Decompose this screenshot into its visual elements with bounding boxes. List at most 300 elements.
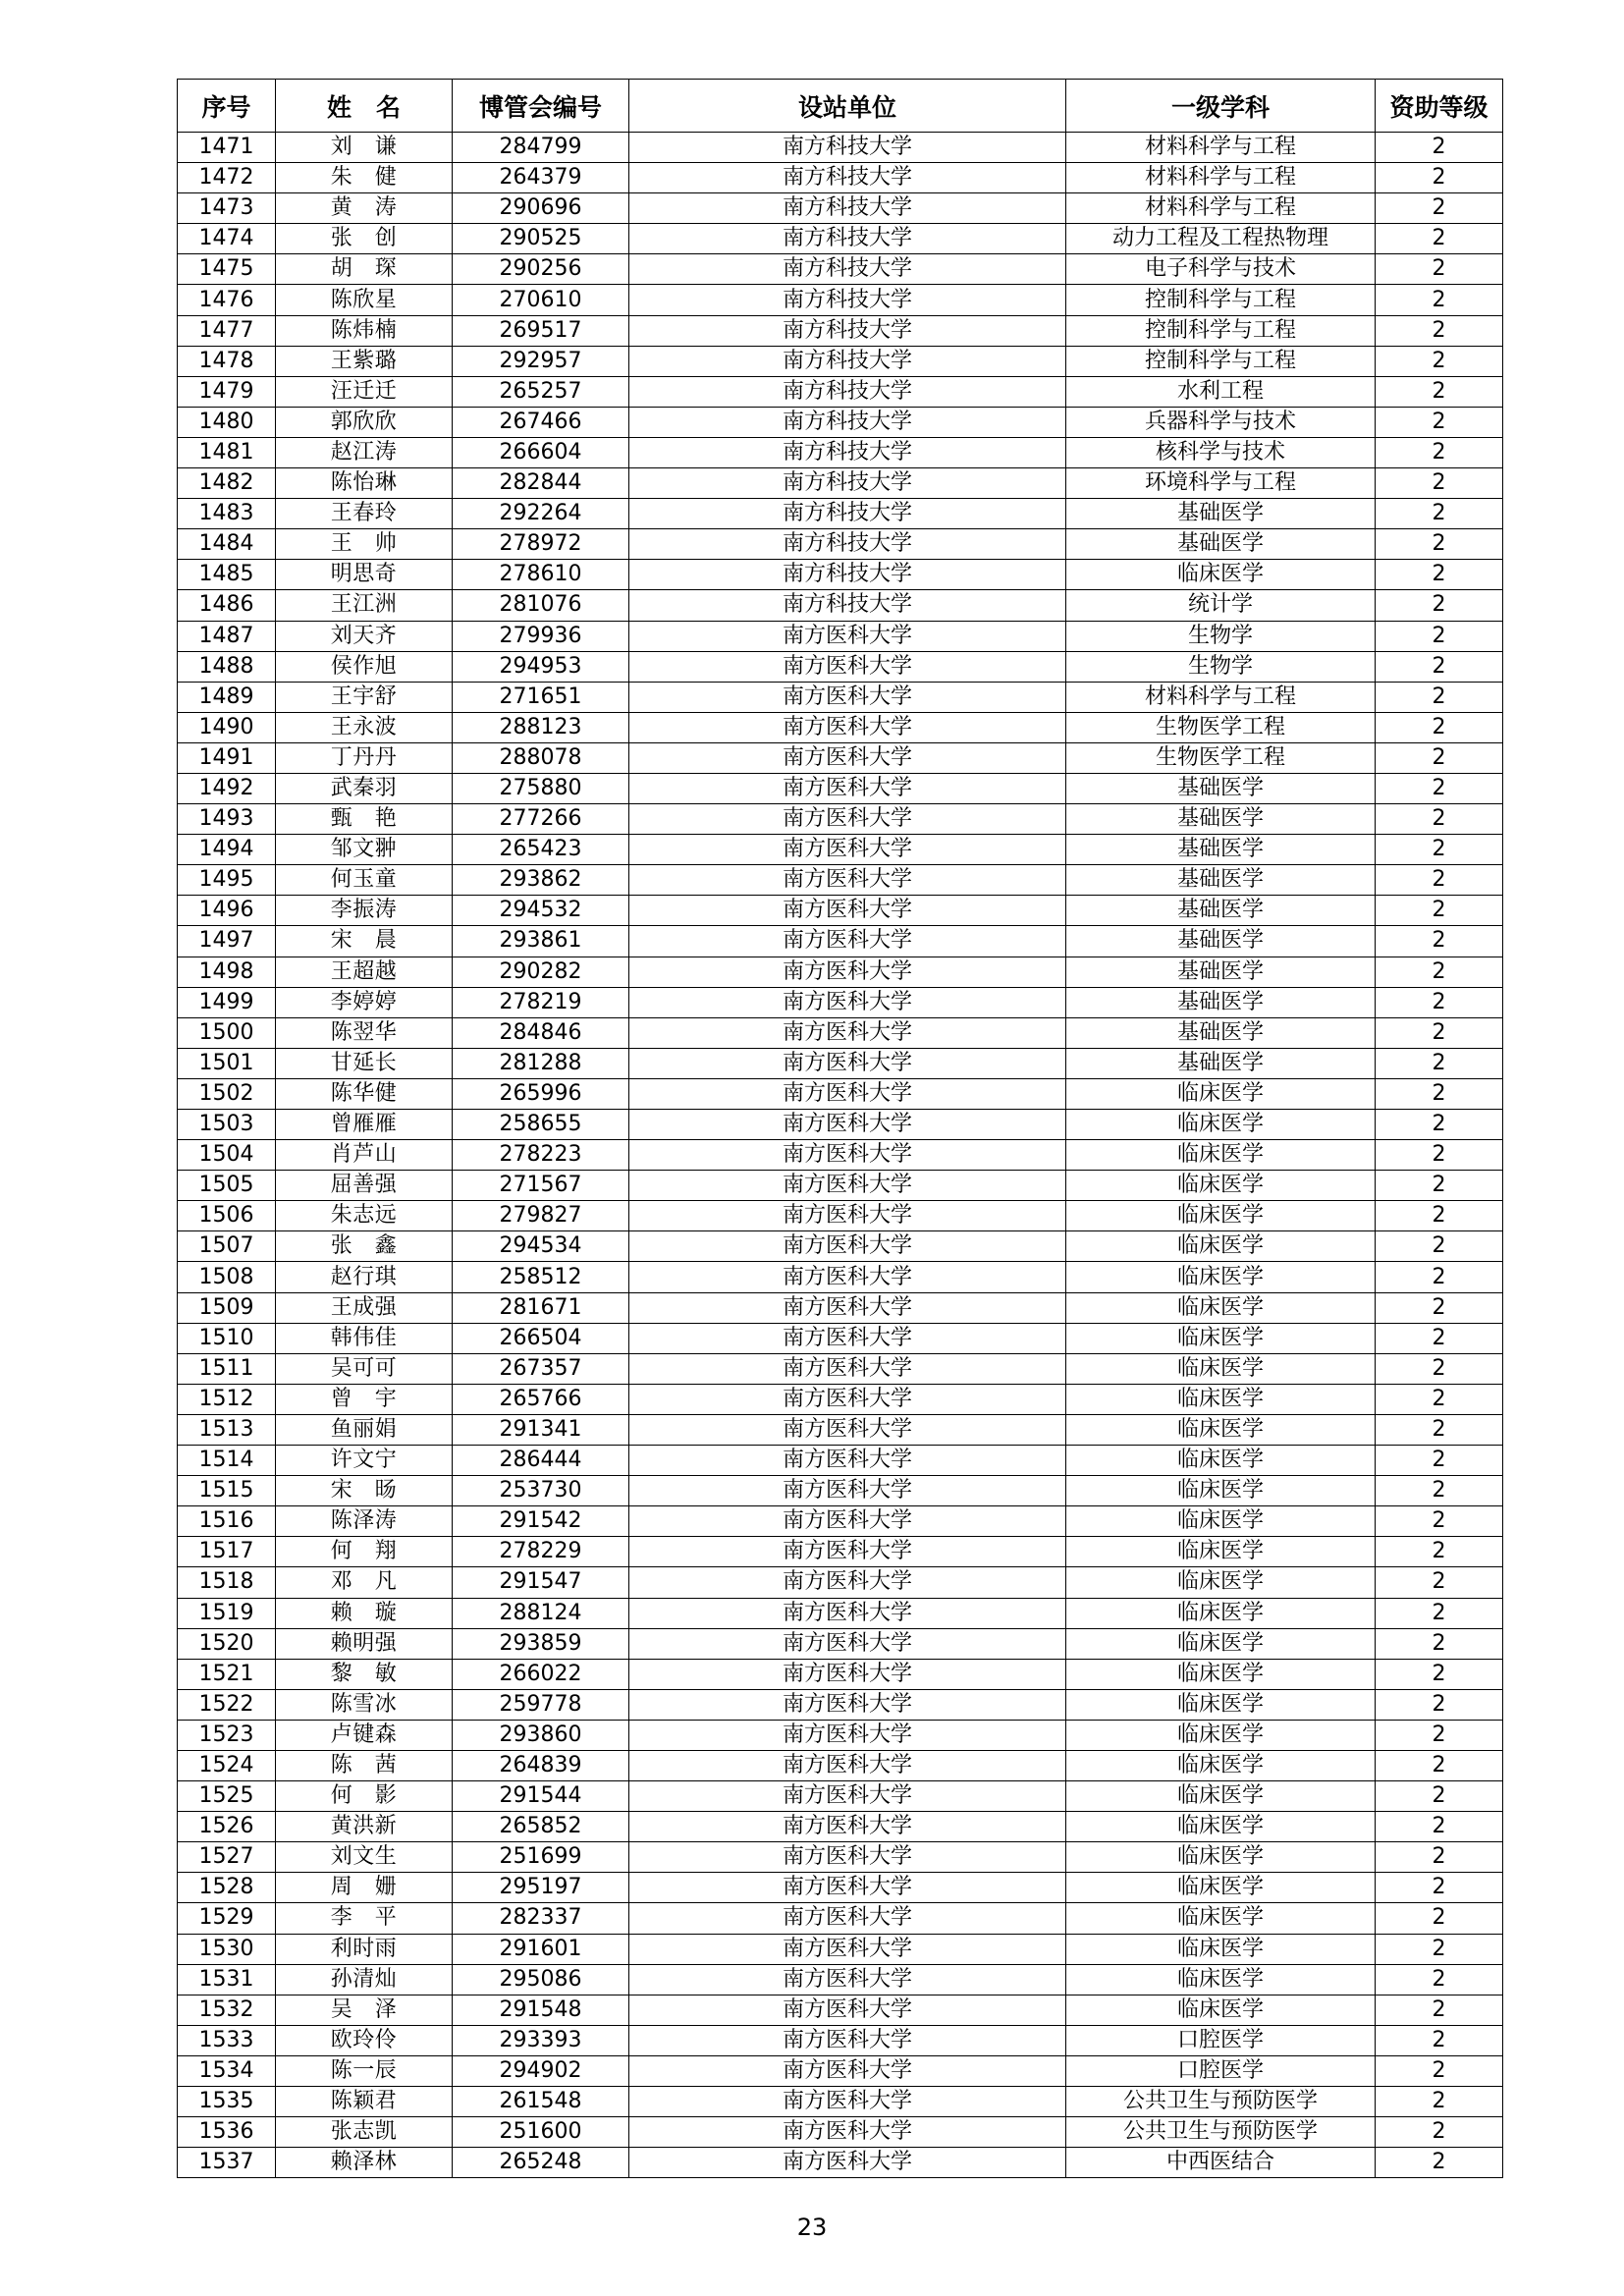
serial-number-cell: 1537	[178, 2148, 276, 2178]
funding-level-cell: 2	[1376, 804, 1503, 835]
funding-level-cell: 2	[1376, 2025, 1503, 2055]
table-row	[178, 926, 1503, 957]
table-row	[178, 1934, 1503, 1964]
header-name: 姓 名	[276, 80, 453, 133]
discipline-cell: 临床医学	[1066, 1598, 1376, 1628]
station-unit-cell: 南方医科大学	[629, 1384, 1066, 1414]
table-row	[178, 804, 1503, 835]
funding-level-cell: 2	[1376, 1262, 1503, 1292]
discipline-cell: 水利工程	[1066, 376, 1376, 407]
serial-number-cell: 1486	[178, 590, 276, 621]
postdoc-id-cell: 278229	[453, 1537, 629, 1567]
postdoc-id-cell: 275880	[453, 773, 629, 803]
discipline-cell: 临床医学	[1066, 560, 1376, 590]
discipline-cell: 临床医学	[1066, 1842, 1376, 1873]
postdoc-id-cell: 265423	[453, 835, 629, 865]
name-cell: 欧玲伶	[276, 2025, 453, 2055]
name-cell: 李 平	[276, 1903, 453, 1934]
station-unit-cell: 南方医科大学	[629, 1567, 1066, 1598]
discipline-cell: 动力工程及工程热物理	[1066, 224, 1376, 254]
serial-number-cell: 1533	[178, 2025, 276, 2055]
serial-number-cell: 1496	[178, 896, 276, 926]
name-cell: 何 翔	[276, 1537, 453, 1567]
postdoc-id-cell: 288123	[453, 712, 629, 742]
serial-number-cell: 1535	[178, 2087, 276, 2117]
station-unit-cell: 南方医科大学	[629, 1017, 1066, 1048]
postdoc-id-cell: 258512	[453, 1262, 629, 1292]
funding-level-cell: 2	[1376, 1964, 1503, 1995]
postdoc-id-cell: 282337	[453, 1903, 629, 1934]
discipline-cell: 临床医学	[1066, 1689, 1376, 1720]
page-number: 23	[796, 2214, 828, 2241]
name-cell: 邹文翀	[276, 835, 453, 865]
discipline-cell: 材料科学与工程	[1066, 193, 1376, 224]
postdoc-id-cell: 292264	[453, 499, 629, 529]
name-cell: 何玉童	[276, 865, 453, 896]
station-unit-cell: 南方医科大学	[629, 1506, 1066, 1537]
postdoc-id-cell: 271567	[453, 1171, 629, 1201]
discipline-cell: 临床医学	[1066, 1537, 1376, 1567]
table-row	[178, 1659, 1503, 1689]
discipline-cell: 临床医学	[1066, 1414, 1376, 1445]
funding-level-cell: 2	[1376, 1414, 1503, 1445]
serial-number-cell: 1525	[178, 1781, 276, 1812]
name-cell: 吴 泽	[276, 1995, 453, 2025]
discipline-cell: 临床医学	[1066, 1781, 1376, 1812]
postdoc-id-cell: 265248	[453, 2148, 629, 2178]
table-row	[178, 1812, 1503, 1842]
station-unit-cell: 南方医科大学	[629, 1231, 1066, 1262]
serial-number-cell: 1519	[178, 1598, 276, 1628]
serial-number-cell: 1500	[178, 1017, 276, 1048]
table-row	[178, 529, 1503, 560]
name-cell: 甄 艳	[276, 804, 453, 835]
header-station-unit: 设站单位	[629, 80, 1066, 133]
station-unit-cell: 南方科技大学	[629, 163, 1066, 193]
table-row	[178, 1873, 1503, 1903]
funding-level-cell: 2	[1376, 957, 1503, 987]
serial-number-cell: 1477	[178, 315, 276, 346]
funding-level-cell: 2	[1376, 1537, 1503, 1567]
discipline-cell: 材料科学与工程	[1066, 682, 1376, 712]
name-cell: 何 影	[276, 1781, 453, 1812]
postdoc-id-cell: 284846	[453, 1017, 629, 1048]
discipline-cell: 基础医学	[1066, 987, 1376, 1017]
funding-level-cell: 2	[1376, 1903, 1503, 1934]
table-row	[178, 346, 1503, 376]
funding-list-table	[177, 79, 1503, 2178]
table-row	[178, 285, 1503, 315]
station-unit-cell: 南方医科大学	[629, 1292, 1066, 1323]
name-cell: 吴可可	[276, 1353, 453, 1384]
postdoc-id-cell: 269517	[453, 315, 629, 346]
table-row	[178, 835, 1503, 865]
postdoc-id-cell: 284799	[453, 133, 629, 163]
discipline-cell: 中西医结合	[1066, 2148, 1376, 2178]
postdoc-id-cell: 266022	[453, 1659, 629, 1689]
funding-level-cell: 2	[1376, 1201, 1503, 1231]
postdoc-id-cell: 292957	[453, 346, 629, 376]
funding-level-cell: 2	[1376, 193, 1503, 224]
station-unit-cell: 南方医科大学	[629, 1353, 1066, 1384]
discipline-cell: 口腔医学	[1066, 2025, 1376, 2055]
table-row	[178, 1414, 1503, 1445]
serial-number-cell: 1502	[178, 1078, 276, 1109]
discipline-cell: 基础医学	[1066, 896, 1376, 926]
serial-number-cell: 1514	[178, 1446, 276, 1476]
postdoc-id-cell: 295197	[453, 1873, 629, 1903]
station-unit-cell: 南方医科大学	[629, 1446, 1066, 1476]
discipline-cell: 生物医学工程	[1066, 742, 1376, 773]
discipline-cell: 临床医学	[1066, 1720, 1376, 1750]
serial-number-cell: 1497	[178, 926, 276, 957]
discipline-cell: 生物学	[1066, 621, 1376, 651]
postdoc-id-cell: 288124	[453, 1598, 629, 1628]
serial-number-cell: 1492	[178, 773, 276, 803]
serial-number-cell: 1532	[178, 1995, 276, 2025]
name-cell: 刘文生	[276, 1842, 453, 1873]
serial-number-cell: 1531	[178, 1964, 276, 1995]
station-unit-cell: 南方科技大学	[629, 468, 1066, 499]
discipline-cell: 临床医学	[1066, 1171, 1376, 1201]
postdoc-id-cell: 291341	[453, 1414, 629, 1445]
serial-number-cell: 1503	[178, 1110, 276, 1140]
serial-number-cell: 1520	[178, 1628, 276, 1659]
serial-number-cell: 1515	[178, 1476, 276, 1506]
station-unit-cell: 南方医科大学	[629, 1812, 1066, 1842]
funding-level-cell: 2	[1376, 1231, 1503, 1262]
table-row	[178, 1446, 1503, 1476]
name-cell: 陈泽涛	[276, 1506, 453, 1537]
postdoc-id-cell: 278219	[453, 987, 629, 1017]
table-header	[178, 80, 1503, 133]
funding-level-cell: 2	[1376, 1446, 1503, 1476]
funding-level-cell: 2	[1376, 499, 1503, 529]
discipline-cell: 环境科学与工程	[1066, 468, 1376, 499]
station-unit-cell: 南方医科大学	[629, 926, 1066, 957]
table-row	[178, 1781, 1503, 1812]
serial-number-cell: 1479	[178, 376, 276, 407]
table-row	[178, 1506, 1503, 1537]
funding-level-cell: 2	[1376, 1048, 1503, 1078]
funding-level-cell: 2	[1376, 773, 1503, 803]
name-cell: 武秦羽	[276, 773, 453, 803]
discipline-cell: 临床医学	[1066, 1995, 1376, 2025]
postdoc-id-cell: 265257	[453, 376, 629, 407]
station-unit-cell: 南方医科大学	[629, 2025, 1066, 2055]
table-row	[178, 1567, 1503, 1598]
station-unit-cell: 南方医科大学	[629, 1842, 1066, 1873]
name-cell: 许文宁	[276, 1446, 453, 1476]
table-row	[178, 590, 1503, 621]
station-unit-cell: 南方科技大学	[629, 254, 1066, 285]
postdoc-id-cell: 286444	[453, 1446, 629, 1476]
header-serial-number: 序号	[178, 80, 276, 133]
serial-number-cell: 1530	[178, 1934, 276, 1964]
discipline-cell: 材料科学与工程	[1066, 133, 1376, 163]
table-row	[178, 1476, 1503, 1506]
funding-level-cell: 2	[1376, 987, 1503, 1017]
funding-level-cell: 2	[1376, 1078, 1503, 1109]
name-cell: 曾 宇	[276, 1384, 453, 1414]
table-row	[178, 651, 1503, 682]
postdoc-id-cell: 267357	[453, 1353, 629, 1384]
name-cell: 陈华健	[276, 1078, 453, 1109]
station-unit-cell: 南方医科大学	[629, 2148, 1066, 2178]
discipline-cell: 控制科学与工程	[1066, 285, 1376, 315]
serial-number-cell: 1516	[178, 1506, 276, 1537]
postdoc-id-cell: 266604	[453, 437, 629, 467]
funding-level-cell: 2	[1376, 1934, 1503, 1964]
name-cell: 甘延长	[276, 1048, 453, 1078]
table-row	[178, 1201, 1503, 1231]
station-unit-cell: 南方医科大学	[629, 1323, 1066, 1353]
station-unit-cell: 南方医科大学	[629, 2087, 1066, 2117]
serial-number-cell: 1517	[178, 1537, 276, 1567]
serial-number-cell: 1529	[178, 1903, 276, 1934]
postdoc-id-cell: 291548	[453, 1995, 629, 2025]
header-funding-level: 资助等级	[1376, 80, 1503, 133]
name-cell: 陈欣星	[276, 285, 453, 315]
funding-level-cell: 2	[1376, 1323, 1503, 1353]
table-row	[178, 1231, 1503, 1262]
postdoc-id-cell: 264839	[453, 1750, 629, 1780]
table-row	[178, 1903, 1503, 1934]
name-cell: 宋 晨	[276, 926, 453, 957]
postdoc-id-cell: 267466	[453, 407, 629, 437]
serial-number-cell: 1511	[178, 1353, 276, 1384]
funding-level-cell: 2	[1376, 835, 1503, 865]
table-row	[178, 1323, 1503, 1353]
funding-level-cell: 2	[1376, 133, 1503, 163]
name-cell: 陈 茜	[276, 1750, 453, 1780]
funding-level-cell: 2	[1376, 2148, 1503, 2178]
serial-number-cell: 1512	[178, 1384, 276, 1414]
discipline-cell: 临床医学	[1066, 1262, 1376, 1292]
serial-number-cell: 1476	[178, 285, 276, 315]
funding-level-cell: 2	[1376, 1659, 1503, 1689]
serial-number-cell: 1483	[178, 499, 276, 529]
table-row	[178, 376, 1503, 407]
station-unit-cell: 南方科技大学	[629, 560, 1066, 590]
table-body	[178, 133, 1503, 2178]
postdoc-id-cell: 278972	[453, 529, 629, 560]
discipline-cell: 临床医学	[1066, 1964, 1376, 1995]
serial-number-cell: 1485	[178, 560, 276, 590]
station-unit-cell: 南方医科大学	[629, 1048, 1066, 1078]
funding-level-cell: 2	[1376, 1292, 1503, 1323]
funding-level-cell: 2	[1376, 163, 1503, 193]
name-cell: 赵江涛	[276, 437, 453, 467]
serial-number-cell: 1509	[178, 1292, 276, 1323]
table-row	[178, 1995, 1503, 2025]
name-cell: 陈翌华	[276, 1017, 453, 1048]
table-row	[178, 2055, 1503, 2086]
funding-level-cell: 2	[1376, 407, 1503, 437]
funding-level-cell: 2	[1376, 1171, 1503, 1201]
funding-level-cell: 2	[1376, 376, 1503, 407]
table-row	[178, 957, 1503, 987]
name-cell: 韩伟佳	[276, 1323, 453, 1353]
funding-level-cell: 2	[1376, 1812, 1503, 1842]
serial-number-cell: 1478	[178, 346, 276, 376]
funding-level-cell: 2	[1376, 224, 1503, 254]
funding-level-cell: 2	[1376, 1995, 1503, 2025]
serial-number-cell: 1488	[178, 651, 276, 682]
station-unit-cell: 南方医科大学	[629, 835, 1066, 865]
postdoc-id-cell: 264379	[453, 163, 629, 193]
name-cell: 陈雪冰	[276, 1689, 453, 1720]
name-cell: 王宇舒	[276, 682, 453, 712]
table-row	[178, 865, 1503, 896]
station-unit-cell: 南方医科大学	[629, 651, 1066, 682]
discipline-cell: 临床医学	[1066, 1476, 1376, 1506]
serial-number-cell: 1504	[178, 1140, 276, 1171]
funding-level-cell: 2	[1376, 742, 1503, 773]
header-postdoc-id: 博管会编号	[453, 80, 629, 133]
name-cell: 曾雁雁	[276, 1110, 453, 1140]
name-cell: 利时雨	[276, 1934, 453, 1964]
postdoc-id-cell: 279936	[453, 621, 629, 651]
table-row	[178, 1628, 1503, 1659]
name-cell: 王紫璐	[276, 346, 453, 376]
discipline-cell: 临床医学	[1066, 1812, 1376, 1842]
station-unit-cell: 南方医科大学	[629, 2055, 1066, 2086]
table-row	[178, 1171, 1503, 1201]
station-unit-cell: 南方医科大学	[629, 1537, 1066, 1567]
funding-level-cell: 2	[1376, 1353, 1503, 1384]
table-row	[178, 1689, 1503, 1720]
postdoc-id-cell: 295086	[453, 1964, 629, 1995]
name-cell: 明思奇	[276, 560, 453, 590]
postdoc-id-cell: 290525	[453, 224, 629, 254]
table-row	[178, 1720, 1503, 1750]
postdoc-id-cell: 293860	[453, 1720, 629, 1750]
discipline-cell: 生物医学工程	[1066, 712, 1376, 742]
serial-number-cell: 1507	[178, 1231, 276, 1262]
discipline-cell: 口腔医学	[1066, 2055, 1376, 2086]
table-row	[178, 682, 1503, 712]
funding-level-cell: 2	[1376, 2117, 1503, 2148]
name-cell: 孙清灿	[276, 1964, 453, 1995]
funding-level-cell: 2	[1376, 1873, 1503, 1903]
table-row	[178, 133, 1503, 163]
name-cell: 刘 谦	[276, 133, 453, 163]
name-cell: 张 鑫	[276, 1231, 453, 1262]
serial-number-cell: 1527	[178, 1842, 276, 1873]
station-unit-cell: 南方医科大学	[629, 621, 1066, 651]
postdoc-id-cell: 294902	[453, 2055, 629, 2086]
station-unit-cell: 南方科技大学	[629, 224, 1066, 254]
funding-level-cell: 2	[1376, 1017, 1503, 1048]
table-row	[178, 2148, 1503, 2178]
discipline-cell: 基础医学	[1066, 499, 1376, 529]
serial-number-cell: 1536	[178, 2117, 276, 2148]
serial-number-cell: 1528	[178, 1873, 276, 1903]
station-unit-cell: 南方医科大学	[629, 987, 1066, 1017]
funding-level-cell: 2	[1376, 1598, 1503, 1628]
table-row	[178, 1598, 1503, 1628]
name-cell: 侯作旭	[276, 651, 453, 682]
serial-number-cell: 1506	[178, 1201, 276, 1231]
discipline-cell: 基础医学	[1066, 835, 1376, 865]
postdoc-id-cell: 288078	[453, 742, 629, 773]
funding-level-cell: 2	[1376, 712, 1503, 742]
discipline-cell: 临床医学	[1066, 1628, 1376, 1659]
station-unit-cell: 南方医科大学	[629, 1171, 1066, 1201]
postdoc-id-cell: 281288	[453, 1048, 629, 1078]
station-unit-cell: 南方科技大学	[629, 346, 1066, 376]
table-row	[178, 987, 1503, 1017]
discipline-cell: 临床医学	[1066, 1110, 1376, 1140]
discipline-cell: 临床医学	[1066, 1384, 1376, 1414]
serial-number-cell: 1494	[178, 835, 276, 865]
serial-number-cell: 1474	[178, 224, 276, 254]
discipline-cell: 基础医学	[1066, 804, 1376, 835]
postdoc-id-cell: 290696	[453, 193, 629, 224]
station-unit-cell: 南方医科大学	[629, 1659, 1066, 1689]
postdoc-id-cell: 270610	[453, 285, 629, 315]
name-cell: 黄 涛	[276, 193, 453, 224]
discipline-cell: 核科学与技术	[1066, 437, 1376, 467]
name-cell: 王 帅	[276, 529, 453, 560]
serial-number-cell: 1505	[178, 1171, 276, 1201]
station-unit-cell: 南方医科大学	[629, 865, 1066, 896]
table-row	[178, 2117, 1503, 2148]
table-row	[178, 315, 1503, 346]
station-unit-cell: 南方医科大学	[629, 2117, 1066, 2148]
postdoc-id-cell: 294532	[453, 896, 629, 926]
serial-number-cell: 1473	[178, 193, 276, 224]
station-unit-cell: 南方科技大学	[629, 499, 1066, 529]
table-row	[178, 1384, 1503, 1414]
discipline-cell: 临床医学	[1066, 1446, 1376, 1476]
header-primary-discipline: 一级学科	[1066, 80, 1376, 133]
name-cell: 胡 琛	[276, 254, 453, 285]
table-row	[178, 773, 1503, 803]
station-unit-cell: 南方医科大学	[629, 742, 1066, 773]
name-cell: 卢键森	[276, 1720, 453, 1750]
station-unit-cell: 南方科技大学	[629, 529, 1066, 560]
table-row	[178, 742, 1503, 773]
serial-number-cell: 1487	[178, 621, 276, 651]
serial-number-cell: 1475	[178, 254, 276, 285]
postdoc-id-cell: 261548	[453, 2087, 629, 2117]
table-row	[178, 2025, 1503, 2055]
funding-level-cell: 2	[1376, 682, 1503, 712]
station-unit-cell: 南方医科大学	[629, 1781, 1066, 1812]
funding-level-cell: 2	[1376, 437, 1503, 467]
serial-number-cell: 1521	[178, 1659, 276, 1689]
table-row	[178, 468, 1503, 499]
discipline-cell: 临床医学	[1066, 1323, 1376, 1353]
funding-level-cell: 2	[1376, 1628, 1503, 1659]
name-cell: 王春玲	[276, 499, 453, 529]
postdoc-id-cell: 294534	[453, 1231, 629, 1262]
station-unit-cell: 南方医科大学	[629, 1140, 1066, 1171]
name-cell: 李婷婷	[276, 987, 453, 1017]
funding-level-cell: 2	[1376, 560, 1503, 590]
funding-level-cell: 2	[1376, 590, 1503, 621]
discipline-cell: 生物学	[1066, 651, 1376, 682]
name-cell: 黎 敏	[276, 1659, 453, 1689]
postdoc-id-cell: 251600	[453, 2117, 629, 2148]
station-unit-cell: 南方医科大学	[629, 1934, 1066, 1964]
table-row	[178, 560, 1503, 590]
serial-number-cell: 1472	[178, 163, 276, 193]
discipline-cell: 统计学	[1066, 590, 1376, 621]
name-cell: 周 姗	[276, 1873, 453, 1903]
